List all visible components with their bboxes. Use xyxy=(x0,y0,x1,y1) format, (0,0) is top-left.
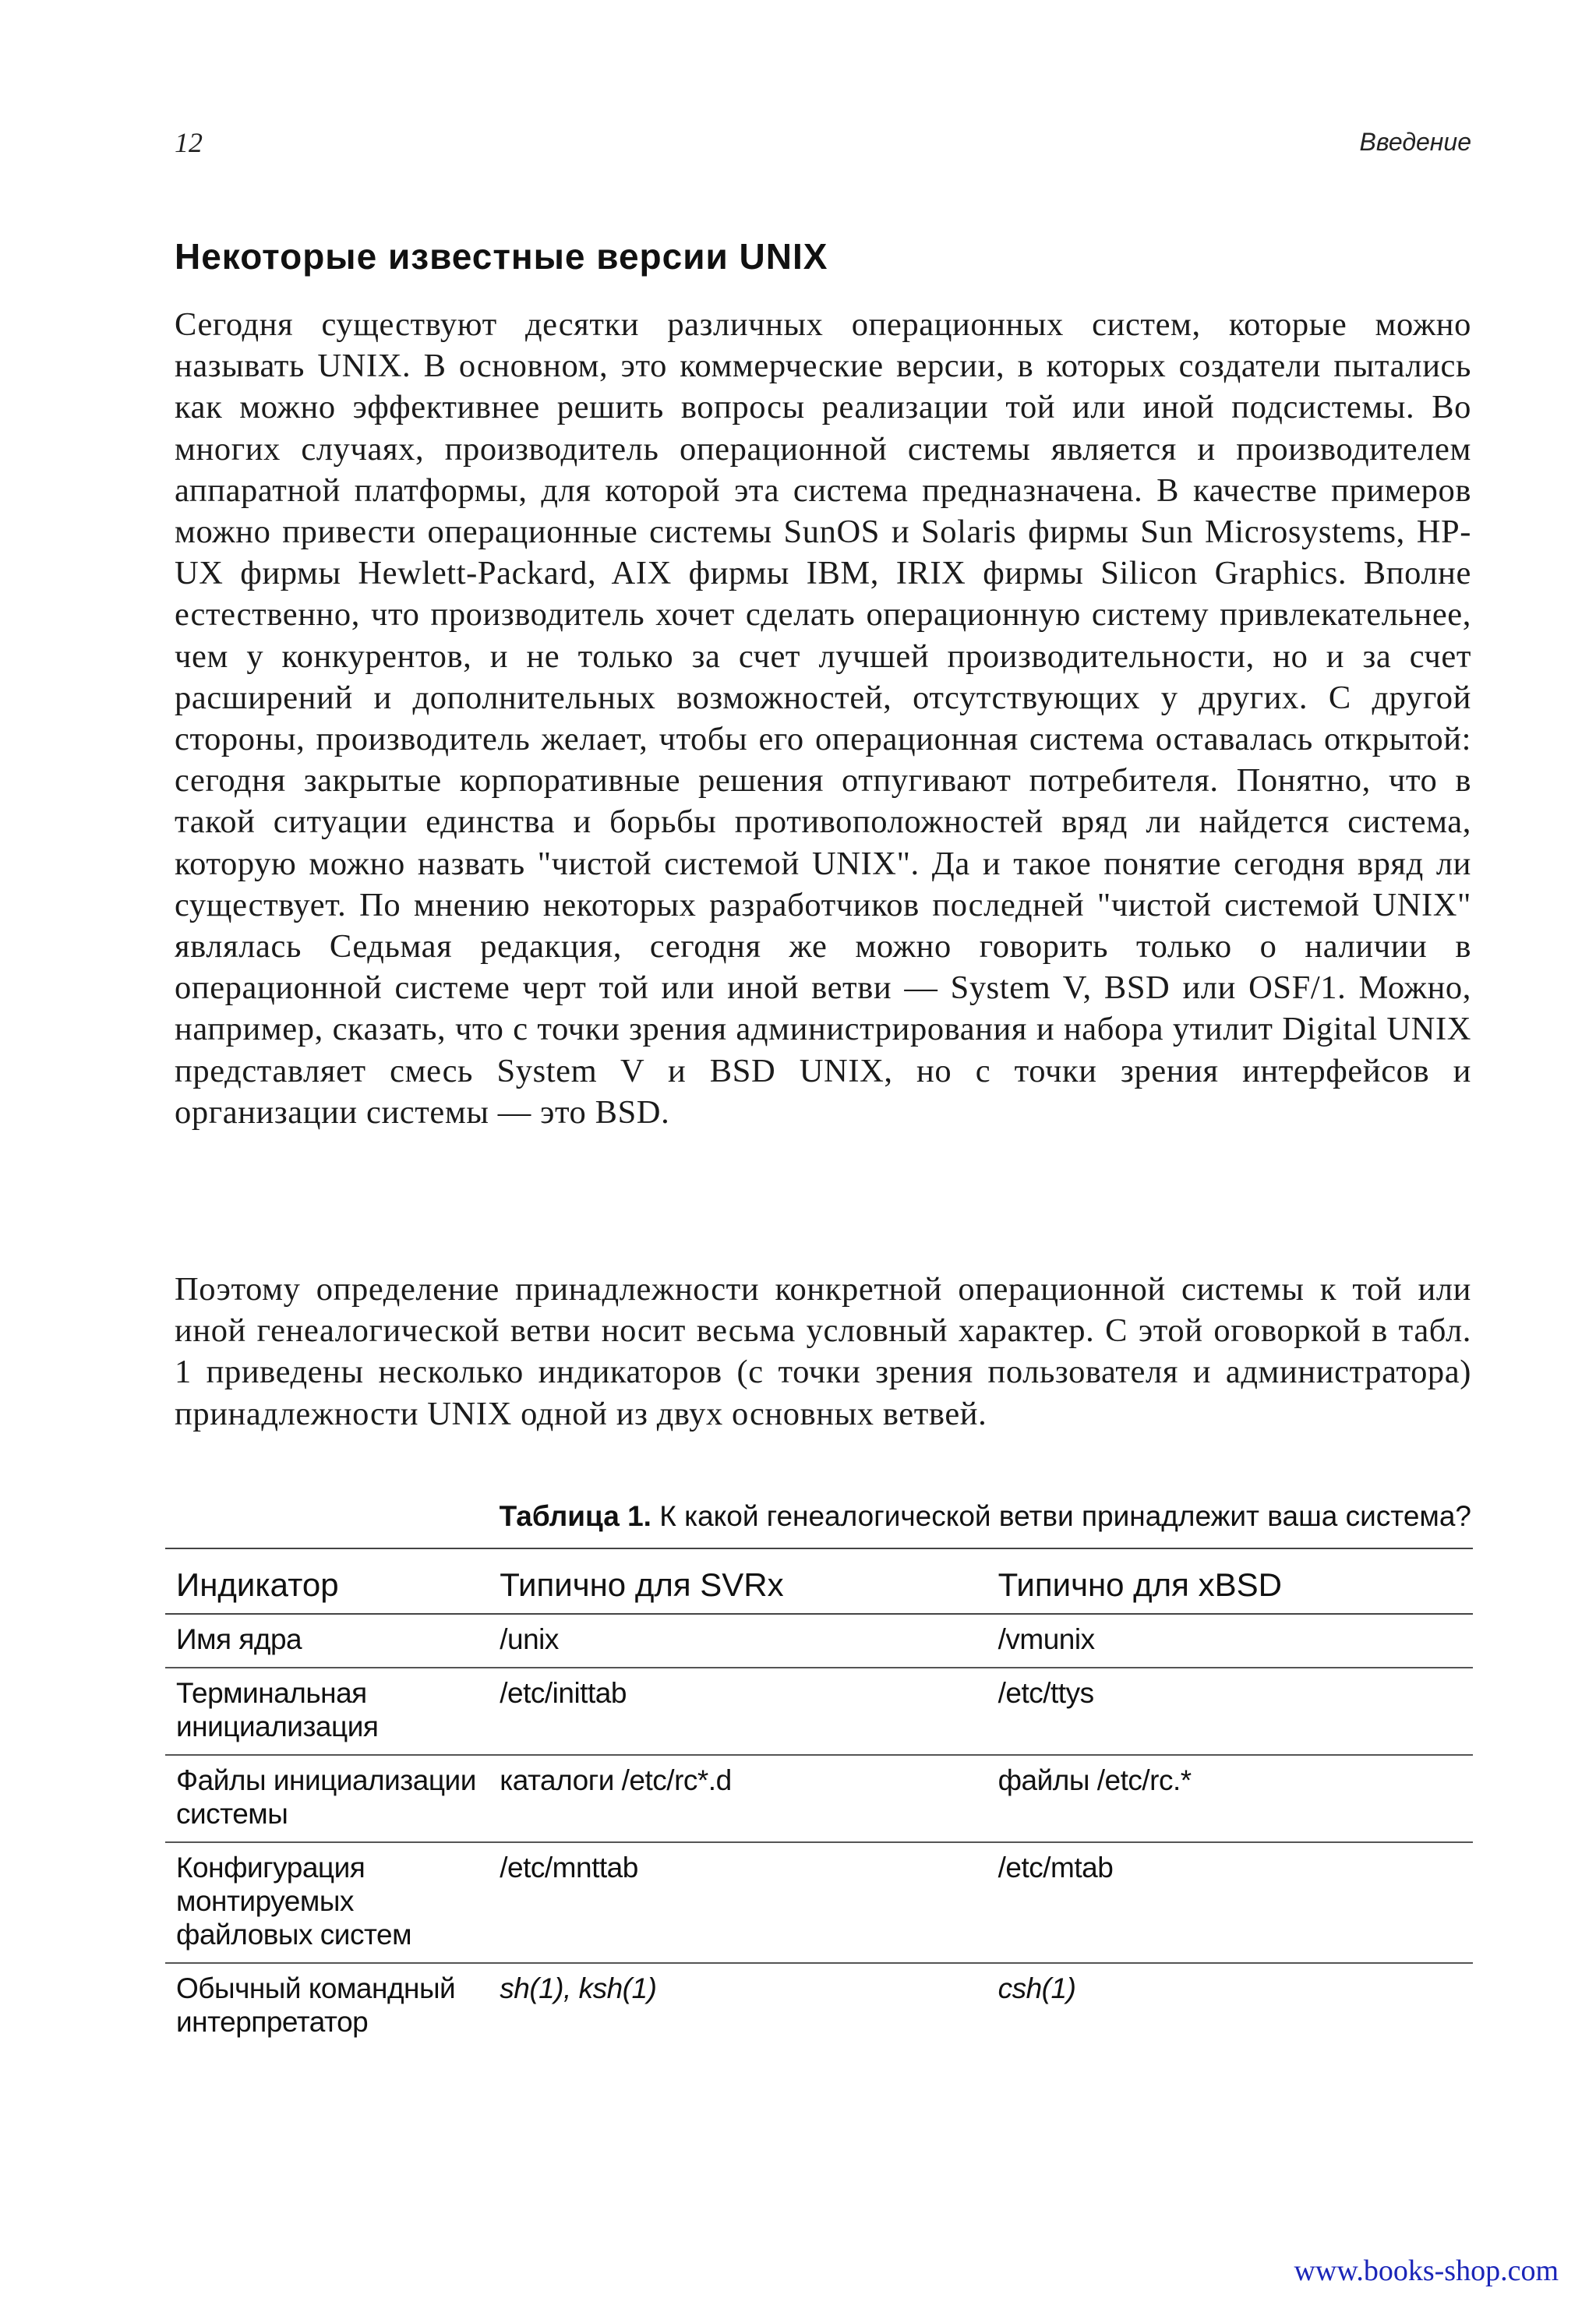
table-row xyxy=(165,1614,1473,1668)
page-number: 12 xyxy=(175,127,203,158)
table-row xyxy=(165,1755,1473,1842)
header-indicator: Индикатор xyxy=(165,1548,489,1614)
table-header-row xyxy=(165,1548,1473,1614)
header-xbsd: Типично для xBSD xyxy=(987,1548,1473,1614)
cell-svrx: каталоги /etc/rc*.d xyxy=(489,1755,987,1842)
cell-xbsd: /etc/mtab xyxy=(987,1842,1473,1963)
section-title: Некоторые известные версии UNIX xyxy=(175,236,828,277)
cell-svrx: /etc/mnttab xyxy=(489,1842,987,1963)
table-row xyxy=(165,1963,1473,2050)
cell-indicator: Обычный командный интерпретатор xyxy=(176,1972,456,2038)
cell-indicator: Терминальная инициализация xyxy=(165,1668,489,1755)
header-svrx: Типично для SVRx xyxy=(489,1548,987,1614)
cell-svrx: sh(1), ksh(1) xyxy=(500,1972,657,2004)
cell-xbsd: файлы /etc/rc.* xyxy=(987,1755,1473,1842)
cell-xbsd: /vmunix xyxy=(987,1614,1473,1668)
cell-indicator: Файлы инициализации системы xyxy=(165,1755,489,1842)
running-head: Введение xyxy=(1359,128,1471,156)
table-caption-text: К какой генеалогической ветви принадлежит ваша система? xyxy=(659,1500,1471,1532)
paragraph-2: Поэтому определение принадлежности конкретной операционной системы к той или иной генеалогической ветви носит весьма условный характер. С этой оговоркой в табл. 1 приведены несколько индикаторов (с точки зрения пользователя и администратора) принадлежности UNIX одной из двух основных ветвей. xyxy=(175,1271,1471,1432)
footer-link[interactable]: www.books-shop.com xyxy=(1294,2254,1559,2287)
table-caption-label: Таблица 1. xyxy=(499,1500,651,1532)
cell-xbsd: /etc/ttys xyxy=(987,1668,1473,1755)
indicator-table xyxy=(165,1548,1473,2050)
cell-svrx: /etc/inittab xyxy=(489,1668,987,1755)
cell-indicator: Конфигурация монтируемых файловых систем xyxy=(165,1842,489,1963)
cell-indicator: Имя ядра xyxy=(165,1614,489,1668)
table-row xyxy=(165,1842,1473,1963)
cell-xbsd: csh(1) xyxy=(998,1972,1076,2004)
table-row xyxy=(165,1668,1473,1755)
paragraph-1: Сегодня существуют десятки различных операционных систем, которые можно называть UNIX. В основном, это коммерческие версии, в которых создатели пытались как можно эффективнее решить вопросы реализации той или иной подсистемы. Во многих случаях, производитель операционной системы является и производителем аппаратной платформы, для которой эта система предназначена. В качестве примеров можно привести операционные системы SunOS и Solaris фирмы Sun Microsystems, HP-UX фирмы Hewlett-Packard, AIX фирмы IBM, IRIX фирмы Silicon Graphics. Вполне естественно, что производитель хочет сделать операционную систему привлекательнее, чем у конкурентов, и не только за счет лучшей производительности, но и за счет расширений и дополнительных возможностей, отсутствующих у других. С другой стороны, производитель желает, чтобы его операционная система оставалась открытой: сегодня закрытые корпоративные решения отпугивают потребителя. Понятно, что в такой ситуации единства и борьбы противоположностей вряд ли найдется система, которую можно назвать "чистой системой UNIX". Да и такое понятие сегодня вряд ли существует. По мнению некоторых разработчиков последней "чистой системой UNIX" являлась Седьмая редакция, сегодня же можно говорить только о наличии в операционной системе черт той или иной ветви — System V, BSD или OSF/1. Можно, например, сказать, что с точки зрения администрирования и набора утилит Digital UNIX представляет смесь System V и BSD UNIX, но с точки зрения интерфейсов и организации системы — это BSD. xyxy=(175,306,1471,1131)
table-caption xyxy=(500,1500,1471,1533)
cell-svrx: /unix xyxy=(489,1614,987,1668)
